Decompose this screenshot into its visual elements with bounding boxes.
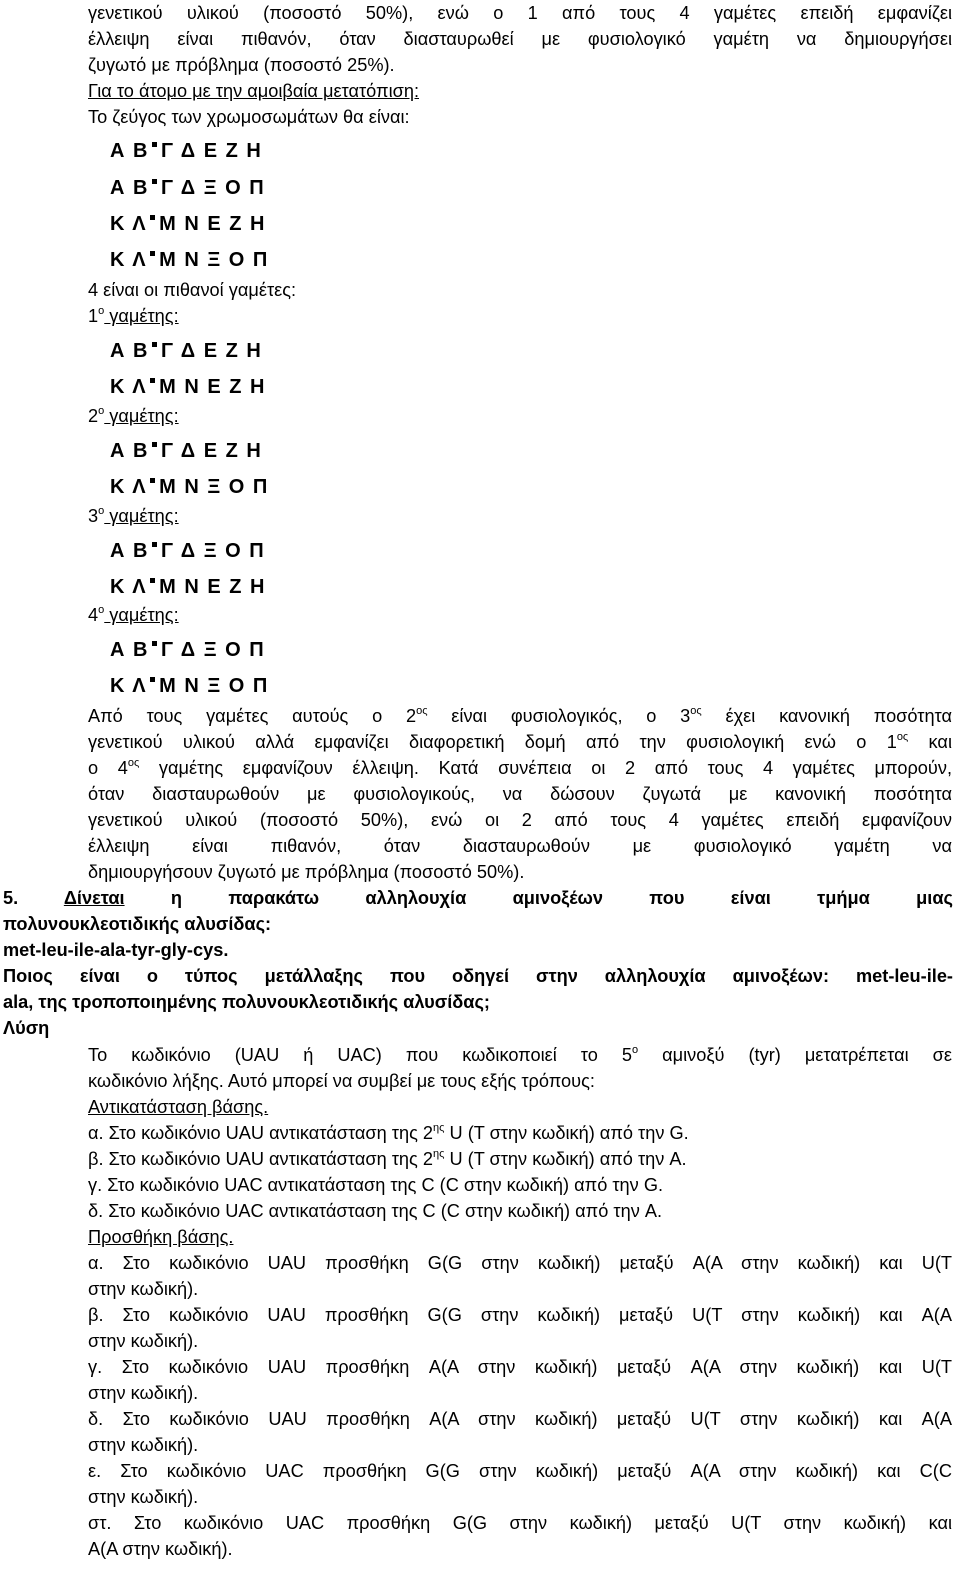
list-item: ε. Στο κωδικόνιο UAC προσθήκη G(G στην κωδική) μεταξύ A(A στην κωδική) και C(C [88,1461,952,1481]
list-item: στην κωδική). [88,1383,199,1403]
chromosome-row: Α Β Γ Δ Ε Ζ Η [110,340,263,362]
gamete-label: $2^o$ γαμέτης: [88,405,179,426]
text-line: ζυγωτό με πρόβλημα (ποσοστό 25%). [88,55,395,75]
question-line: 5. Δίνεται η παρακάτω αλληλουχία αμινοξέων που είναι τμήμα μιας [3,888,953,908]
text-line: ο $4^{o\varsigma}$ γαμέτης εμφανίζουν έλλειψη. Κατά συνέπεια οι 2 από τους 4 γαμέτες μπορούν, [88,757,952,778]
chromosome-row: Α Β Γ Δ Ξ Ο Π [110,639,266,661]
chromosome-row: Κ Λ Μ Ν Ε Ζ Η [110,376,266,398]
text-line: έλλειψη είναι πιθανόν, όταν διασταυρωθούν με φυσιολογικό γαμέτη να [88,836,952,856]
solution-heading: Λύση [3,1018,50,1038]
text-line: γενετικού υλικού (ποσοστό 50%), ενώ οι 2 από τους 4 γαμέτες επειδή εμφανίζουν [88,810,952,830]
centromere-icon [150,578,155,583]
gamete-label: $3^o$ γαμέτης: [88,505,179,526]
centromere-icon [150,677,155,682]
question-line: Ποιος είναι ο τύπος μετάλλαξης που οδηγεί στην αλληλουχία αμινοξέων: met-leu-ile- [3,966,953,986]
list-item: στην κωδική). [88,1435,199,1455]
question-number: 5. [3,888,19,908]
centromere-icon [152,542,157,547]
question-line: met-leu-ile-ala-tyr-gly-cys. [3,940,229,960]
chromosome-row: Κ Λ Μ Ν Ξ Ο Π [110,675,269,697]
list-item: δ. Στο κωδικόνιο UAC αντικατάσταση της C (C στην κωδική) από την A. [88,1201,663,1221]
translocation-heading: Για το άτομο με την αμοιβαία μετατόπιση: [88,81,420,101]
chromosome-row: Α Β Γ Δ Ε Ζ Η [110,140,263,162]
gametes-intro: 4 είναι οι πιθανοί γαμέτες: [88,280,297,300]
text-line: Το κωδικόνιο (UAU ή UAC) που κωδικοποιεί το $5^o$ αμινοξύ (tyr) μετατρέπεται σε [88,1044,952,1065]
text-line: έλλειψη είναι πιθανόν, όταν διασταυρωθεί με φυσιολογικό γαμέτη να δημιουργήσει [88,29,952,49]
list-item: δ. Στο κωδικόνιο UAU προσθήκη A(A στην κωδική) μεταξύ U(T στην κωδική) και A(A [88,1409,952,1429]
list-item: στ. Στο κωδικόνιο UAC προσθήκη G(G στην κωδική) μεταξύ U(T στην κωδική) και [88,1513,952,1533]
text-line: κωδικόνιο λήξης. Αυτό μπορεί να συμβεί με τους εξής τρόπους: [88,1071,595,1091]
text-line: γενετικού υλικού αλλά εμφανίζει διαφορετική δομή από την φυσιολογική ενώ ο $1^{o\varsigma}$ και [88,731,952,752]
question-line: πολυνουκλεοτιδικής αλυσίδας: [3,914,272,934]
chromosome-row: Α Β Γ Δ Ξ Ο Π [110,177,266,199]
text-line: όταν διασταυρωθούν με φυσιολογικούς, να δώσουν ζυγωτά με κανονική ποσότητα [88,784,952,804]
text-line: δημιουργήσουν ζυγωτό με πρόβλημα (ποσοστό 50%). [88,862,525,882]
list-item: γ. Στο κωδικόνιο UAC αντικατάσταση της C (C στην κωδική) από την G. [88,1175,664,1195]
chromosome-row: Α Β Γ Δ Ξ Ο Π [110,540,266,562]
centromere-icon [152,641,157,646]
centromere-icon [152,442,157,447]
gamete-label: $4^o$ γαμέτης: [88,604,179,625]
chromosome-row: Κ Λ Μ Ν Ξ Ο Π [110,476,269,498]
centromere-icon [150,478,155,483]
substitution-heading: Αντικατάσταση βάσης. [88,1097,269,1117]
centromere-icon [150,251,155,256]
list-item: α. Στο κωδικόνιο UAU προσθήκη G(G στην κωδική) μεταξύ A(A στην κωδική) και U(T [88,1253,952,1273]
centromere-icon [150,378,155,383]
list-item: στην κωδική). [88,1487,199,1507]
gamete-label: $1^o$ γαμέτης: [88,305,179,326]
pair-intro: Το ζεύγος των χρωμοσωμάτων θα είναι: [88,107,410,127]
centromere-icon [150,215,155,220]
centromere-icon [152,179,157,184]
list-item: α. Στο κωδικόνιο UAU αντικατάσταση της $2^{\eta\varsigma}$ U (Τ στην κωδική) από την G. [88,1122,689,1143]
list-item: β. Στο κωδικόνιο UAU προσθήκη G(G στην κωδική) μεταξύ U(T στην κωδική) και A(A [88,1305,952,1325]
text-line: Από τους γαμέτες αυτούς ο $2^{o\varsigma}$ είναι φυσιολογικός, ο $3^{o\varsigma}$ έχει κανονική ποσότητα [88,705,953,726]
chromosome-row: Α Β Γ Δ Ε Ζ Η [110,440,263,462]
list-item: γ. Στο κωδικόνιο UAU προσθήκη A(A στην κωδική) μεταξύ A(A στην κωδική) και U(T [88,1357,952,1377]
chromosome-row: Κ Λ Μ Ν Ξ Ο Π [110,249,269,271]
centromere-icon [152,342,157,347]
question-line: ala, της τροποποιημένης πολυνουκλεοτιδικής αλυσίδας; [3,992,490,1012]
addition-heading: Προσθήκη βάσης. [88,1227,234,1247]
list-item: β. Στο κωδικόνιο UAU αντικατάσταση της $2^{\eta\varsigma}$ U (Τ στην κωδική) από την A. [88,1148,687,1169]
centromere-icon [152,142,157,147]
list-item: A(A στην κωδική). [88,1539,233,1559]
chromosome-row: Κ Λ Μ Ν Ε Ζ Η [110,576,266,598]
list-item: στην κωδική). [88,1331,199,1351]
list-item: στην κωδική). [88,1279,199,1299]
text-line: γενετικού υλικού (ποσοστό 50%), ενώ ο 1 από τους 4 γαμέτες επειδή εμφανίζει [88,3,952,23]
chromosome-row: Κ Λ Μ Ν Ε Ζ Η [110,213,266,235]
